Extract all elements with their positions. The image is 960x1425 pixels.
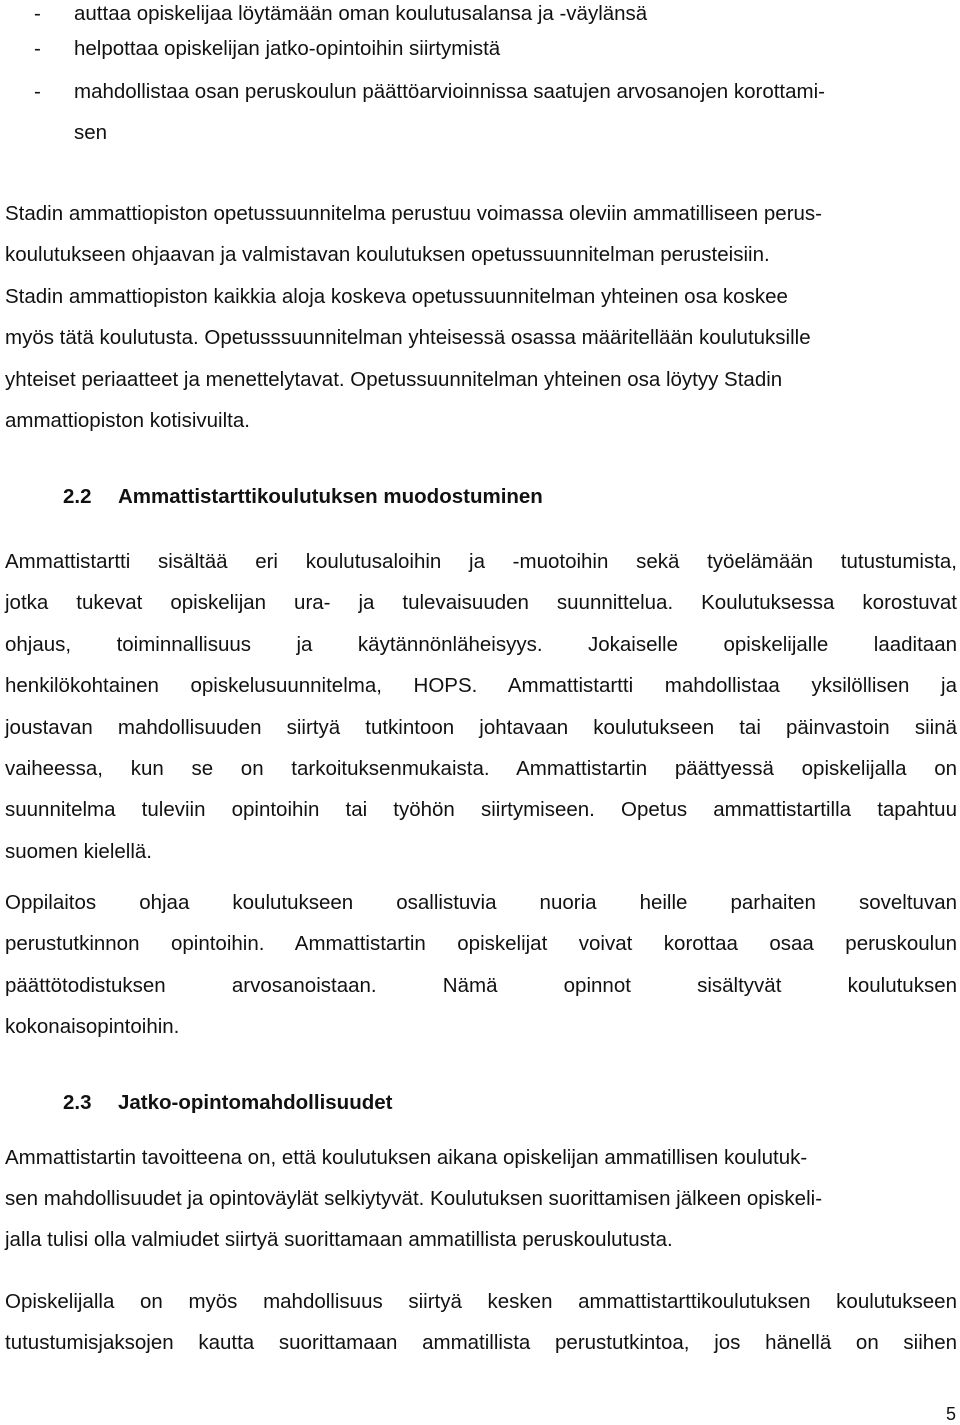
- section-title: Ammattistarttikoulutuksen muodostuminen: [118, 485, 543, 508]
- text-line: henkilökohtainen opiskelusuunnitelma, HOPS. Ammattistartti mahdollistaa yksilöllisen ja: [5, 674, 957, 697]
- text-line: koulutukseen ohjaavan ja valmistavan koulutuksen opetussuunnitelman perusteisiin.: [5, 243, 770, 266]
- text-line: Ammattistartti sisältää eri koulutusaloihin ja -muotoihin sekä työelämään tutustumista,: [5, 550, 957, 573]
- text-line: sen mahdollisuudet ja opintoväylät selkiytyvät. Koulutuksen suorittamisen jälkeen opiskeli-: [5, 1187, 823, 1210]
- text-line: joustavan mahdollisuuden siirtyä tutkintoon johtavaan koulutukseen tai päinvastoin siinä: [5, 716, 957, 739]
- text-line: kokonaisopintoihin.: [5, 1015, 180, 1038]
- text-line: myös tätä koulutusta. Opetusssuunnitelman yhteisessä osassa määritellään koulutuksille: [5, 326, 811, 349]
- text-line: yhteiset periaatteet ja menettelytavat. Opetussuunnitelman yhteinen osa löytyy Stadin: [5, 368, 783, 391]
- text-line: suunnitelma tuleviin opintoihin tai työhön siirtymiseen. Opetus ammattistartilla tapahtuu: [5, 798, 957, 821]
- text-line: Stadin ammattiopiston opetussuunnitelma perustuu voimassa oleviin ammatilliseen perus-: [5, 202, 822, 225]
- text-line: Opiskelijalla on myös mahdollisuus siirtyä kesken ammattistarttikoulutuksen koulutukseen: [5, 1290, 957, 1313]
- text-line: jotka tukevat opiskelijan ura- ja tulevaisuuden suunnittelua. Koulutuksessa korostuvat: [5, 591, 957, 614]
- text-line: päättötodistuksen arvosanoistaan. Nämä opinnot sisältyvät koulutuksen: [5, 974, 957, 997]
- page-number: 5: [945, 1404, 956, 1424]
- bullet-item: helpottaa opiskelijan jatko-opintoihin siirtymistä: [74, 37, 501, 60]
- text-line: perustutkinnon opintoihin. Ammattistartin opiskelijat voivat korottaa osaa peruskoulun: [5, 932, 957, 955]
- text-line: Stadin ammattiopiston kaikkia aloja koskeva opetussuunnitelman yhteinen osa koskee: [5, 285, 788, 308]
- text-line: vaiheessa, kun se on tarkoituksenmukaista. Ammattistartin päättyessä opiskelijalla on: [5, 757, 957, 780]
- bullet-marker: -: [34, 2, 41, 25]
- bullet-item: auttaa opiskelijaa löytämään oman koulutusalansa ja -väylänsä: [74, 2, 648, 25]
- bullet-item: sen: [74, 121, 108, 144]
- text-line: tutustumisjaksojen kautta suorittamaan ammatillista perustutkintoa, jos hänellä on siihen: [5, 1331, 957, 1354]
- text-line: ohjaus, toiminnallisuus ja käytännönläheisyys. Jokaiselle opiskelijalle laaditaan: [5, 633, 957, 656]
- section-number: 2.3: [63, 1091, 92, 1114]
- section-number: 2.2: [63, 485, 92, 508]
- text-line: suomen kielellä.: [5, 840, 152, 863]
- section-title: Jatko-opintomahdollisuudet: [118, 1091, 393, 1114]
- bullet-marker: -: [34, 80, 41, 103]
- text-line: ammattiopiston kotisivuilta.: [5, 409, 250, 432]
- bullet-marker: -: [34, 37, 41, 60]
- text-line: Oppilaitos ohjaa koulutukseen osallistuvia nuoria heille parhaiten soveltuvan: [5, 891, 957, 914]
- text-line: jalla tulisi olla valmiudet siirtyä suorittamaan ammatillista peruskoulutusta.: [5, 1228, 673, 1251]
- text-line: Ammattistartin tavoitteena on, että koulutuksen aikana opiskelijan ammatillisen koulutuk-: [5, 1146, 808, 1169]
- bullet-item: mahdollistaa osan peruskoulun päättöarvioinnissa saatujen arvosanojen korottami-: [74, 80, 825, 103]
